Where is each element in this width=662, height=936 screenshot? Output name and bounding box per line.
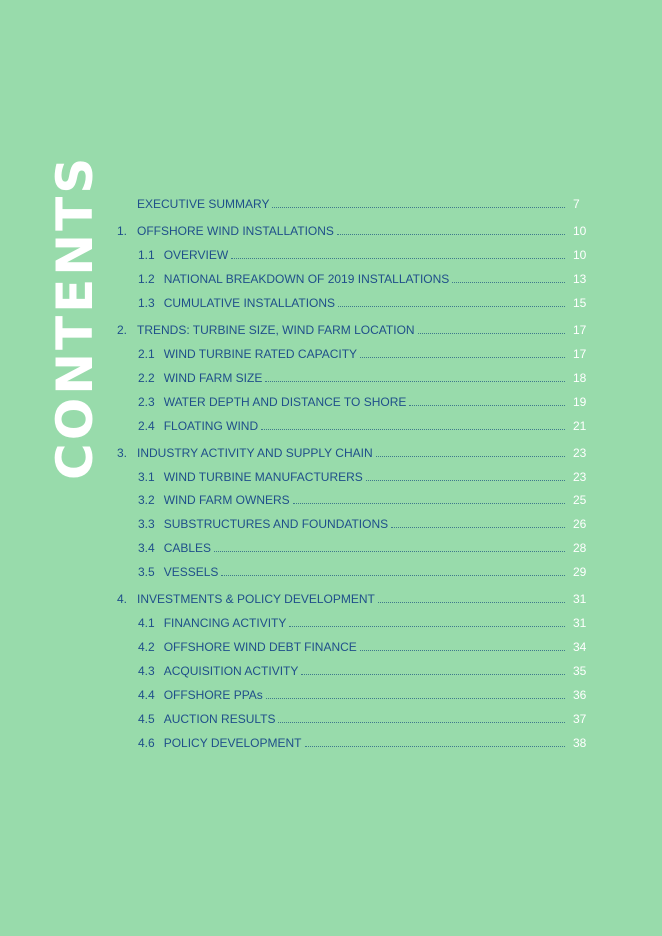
- toc-entry[interactable]: [0, 491, 662, 509]
- toc-entry-label: OVERVIEW: [163, 248, 229, 262]
- toc-subsection-number: 2.4: [138, 419, 155, 433]
- toc-entry[interactable]: [0, 614, 662, 632]
- dot-leader: [338, 297, 565, 307]
- toc-subsection-number: 1.2: [138, 272, 155, 286]
- toc-subsection-number: 4.2: [138, 640, 155, 654]
- toc-entry[interactable]: [0, 638, 662, 656]
- dot-leader: [376, 447, 565, 457]
- toc-subsection-number: 4.4: [138, 688, 155, 702]
- toc-page-number: 21: [573, 419, 587, 433]
- contents-title: CONTENTS: [46, 154, 104, 480]
- dot-leader: [231, 249, 565, 259]
- toc-page-number: 29: [573, 565, 587, 579]
- toc-subsection-number: 4.5: [138, 712, 155, 726]
- dot-leader: [378, 593, 565, 603]
- toc-entry-label: ACQUISITION ACTIVITY: [163, 664, 299, 678]
- toc-entry-label: EXECUTIVE SUMMARY: [137, 197, 270, 211]
- dot-leader: [305, 737, 565, 747]
- toc-page-number: 17: [573, 323, 587, 337]
- toc-entry-label: WIND FARM SIZE: [163, 371, 263, 385]
- toc-page-number: 15: [573, 296, 587, 310]
- toc-entry[interactable]: [0, 195, 662, 213]
- dot-leader: [278, 713, 565, 723]
- dot-leader: [272, 198, 565, 208]
- toc-page-number: 17: [573, 347, 587, 361]
- toc-entry[interactable]: [0, 590, 662, 608]
- toc-subsection-number: 2.3: [138, 395, 155, 409]
- toc-entry[interactable]: [0, 734, 662, 752]
- toc-entry-label: FINANCING ACTIVITY: [163, 616, 287, 630]
- toc-entry[interactable]: [0, 246, 662, 264]
- dot-leader: [214, 542, 565, 552]
- toc-entry[interactable]: [0, 563, 662, 581]
- dot-leader: [409, 396, 565, 406]
- toc-subsection-number: 3.2: [138, 493, 155, 507]
- dot-leader: [293, 494, 565, 504]
- toc-page-number: 28: [573, 541, 587, 555]
- toc-subsection-number: 3.3: [138, 517, 155, 531]
- dot-leader: [360, 641, 565, 651]
- toc-entry[interactable]: [0, 444, 662, 462]
- toc-page-number: 37: [573, 712, 587, 726]
- toc-page-number: 23: [573, 470, 587, 484]
- toc-entry-label: WIND FARM OWNERS: [163, 493, 290, 507]
- toc-page-number: 10: [573, 248, 587, 262]
- dot-leader: [221, 566, 565, 576]
- dot-leader: [391, 518, 565, 528]
- dot-leader: [301, 665, 565, 675]
- toc-entry[interactable]: [0, 270, 662, 288]
- toc-entry[interactable]: [0, 662, 662, 680]
- toc-page-number: 26: [573, 517, 587, 531]
- toc-entry-label: TRENDS: TURBINE SIZE, WIND FARM LOCATION: [137, 323, 415, 337]
- dot-leader: [360, 348, 565, 358]
- toc-page-number: 10: [573, 224, 587, 238]
- toc-subsection-number: 4.6: [138, 736, 155, 750]
- dot-leader: [265, 372, 565, 382]
- toc-page-number: 18: [573, 371, 587, 385]
- dot-leader: [366, 471, 565, 481]
- toc-entry[interactable]: [0, 539, 662, 557]
- toc-section-number: 4.: [117, 592, 128, 606]
- toc-page-number: 35: [573, 664, 587, 678]
- toc-page-number: 13: [573, 272, 587, 286]
- toc-entry[interactable]: [0, 321, 662, 339]
- toc-entry-label: OFFSHORE WIND INSTALLATIONS: [137, 224, 334, 238]
- toc-subsection-number: 3.4: [138, 541, 155, 555]
- toc-section-number: 3.: [117, 446, 128, 460]
- toc-page-number: 31: [573, 592, 587, 606]
- toc-subsection-number: 3.1: [138, 470, 155, 484]
- dot-leader: [418, 324, 565, 334]
- toc-page-number: 34: [573, 640, 587, 654]
- toc-entry-label: CUMULATIVE INSTALLATIONS: [163, 296, 336, 310]
- toc-page-number: 31: [573, 616, 587, 630]
- toc-entry[interactable]: [0, 686, 662, 704]
- toc-subsection-number: 1.1: [138, 248, 155, 262]
- toc-entry-label: FLOATING WIND: [163, 419, 259, 433]
- toc-section-number: 2.: [117, 323, 128, 337]
- toc-page-number: 25: [573, 493, 587, 507]
- dot-leader: [337, 225, 565, 235]
- toc-page-number: 7: [573, 197, 580, 211]
- toc-subsection-number: 4.3: [138, 664, 155, 678]
- toc-entry-label: INVESTMENTS & POLICY DEVELOPMENT: [137, 592, 375, 606]
- toc-page-number: 38: [573, 736, 587, 750]
- toc-entry[interactable]: [0, 369, 662, 387]
- toc-entry-label: WIND TURBINE MANUFACTURERS: [163, 470, 363, 484]
- toc-entry[interactable]: [0, 294, 662, 312]
- toc-entry-label: OFFSHORE PPAs: [163, 688, 263, 702]
- dot-leader: [452, 273, 565, 283]
- toc-section-number: 1.: [117, 224, 128, 238]
- toc-subsection-number: 4.1: [138, 616, 155, 630]
- toc-entry-label: VESSELS: [163, 565, 219, 579]
- toc-subsection-number: 2.1: [138, 347, 155, 361]
- toc-page-number: 36: [573, 688, 587, 702]
- toc-entry[interactable]: [0, 393, 662, 411]
- toc-entry[interactable]: [0, 345, 662, 363]
- toc-entry[interactable]: [0, 417, 662, 435]
- toc-subsection-number: 3.5: [138, 565, 155, 579]
- toc-entry[interactable]: [0, 222, 662, 240]
- toc-entry-label: POLICY DEVELOPMENT: [163, 736, 302, 750]
- toc-page-number: 23: [573, 446, 587, 460]
- toc-page-number: 19: [573, 395, 587, 409]
- toc-entry[interactable]: [0, 468, 662, 486]
- toc-entry-label: OFFSHORE WIND DEBT FINANCE: [163, 640, 357, 654]
- toc-entry-label: AUCTION RESULTS: [163, 712, 276, 726]
- toc-entry-label: SUBSTRUCTURES AND FOUNDATIONS: [163, 517, 389, 531]
- dot-leader: [289, 617, 565, 627]
- toc-entry-label: CABLES: [163, 541, 212, 555]
- toc-subsection-number: 1.3: [138, 296, 155, 310]
- toc-entry[interactable]: [0, 515, 662, 533]
- toc-entry-label: WATER DEPTH AND DISTANCE TO SHORE: [163, 395, 407, 409]
- toc-subsection-number: 2.2: [138, 371, 155, 385]
- dot-leader: [261, 420, 565, 430]
- toc-entry-label: WIND TURBINE RATED CAPACITY: [163, 347, 358, 361]
- toc-entry-label: INDUSTRY ACTIVITY AND SUPPLY CHAIN: [137, 446, 373, 460]
- dot-leader: [266, 689, 565, 699]
- toc-entry[interactable]: [0, 710, 662, 728]
- toc-entry-label: NATIONAL BREAKDOWN OF 2019 INSTALLATIONS: [163, 272, 450, 286]
